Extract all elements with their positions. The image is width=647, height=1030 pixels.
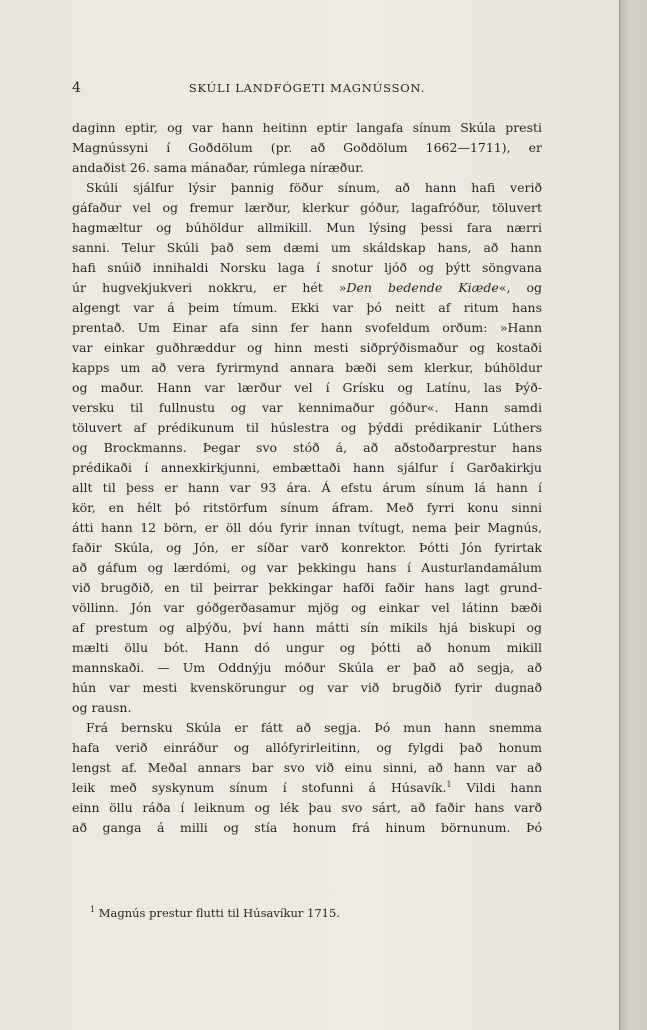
- text-line: algengt var á þeim tímum. Ekki var þó neitt af ritum hans: [72, 300, 542, 315]
- text-line-end: Vildi hann: [451, 780, 542, 795]
- text-line: hún var mesti kvenskörungur og var við brugðið fyrir dugnað: [72, 680, 542, 695]
- text-line: var einkar guðhræddur og hinn mesti siðprýðismaður og kostaði: [72, 340, 542, 355]
- text-line-start: leik með syskynum sínum í stofunni á Húsavík.: [72, 780, 447, 795]
- text-line: [72, 778, 542, 798]
- text-line: og Brockmanns. Þegar svo stóð á, að aðstoðarprestur hans: [72, 440, 542, 455]
- book-title: Den bedende Kiæde: [346, 280, 499, 295]
- footnote-reference: 1: [446, 779, 452, 789]
- text-line: prédikaði í annexkirkjunni, embættaði hann sjálfur í Garðakirkju: [72, 460, 542, 475]
- running-head: SKÚLI LANDFÓGETI MAGNÚSSON.: [188, 81, 426, 95]
- page-number: 4: [72, 80, 81, 96]
- text-line: hagmæltur og búhöldur allmikill. Mun lýsing þessi fara nærri: [72, 220, 542, 235]
- text-line: faðir Skúla, og Jón, er síðar varð konrektor. Þótti Jón fyrirtak: [72, 540, 542, 555]
- text-line: andaðist 26. sama mánaðar, rúmlega níræður.: [72, 160, 364, 175]
- text-line: sanni. Telur Skúli það sem dæmi um skáldskap hans, að hann: [72, 240, 542, 255]
- body-text: [72, 118, 542, 838]
- text-line: töluvert af prédikunum til húslestra og þýddi prédikanir Lúthers: [72, 420, 542, 435]
- text-line: og rausn.: [72, 700, 132, 715]
- page-edge: [619, 0, 647, 1030]
- text-line: við brugðið, en til þeirrar þekkingar hafði faðir hans lagt grund-: [72, 580, 542, 595]
- text-line: daginn eptir, og var hann heitinn eptir langafa sínum Skúla presti: [72, 120, 542, 135]
- text-line: hafa verið einráður og allófyrirleitinn, og fylgdi það honum: [72, 740, 542, 755]
- text-line: lengst af. Meðal annars bar svo við einu sinni, að hann var að: [72, 760, 542, 775]
- text-line: kapps um að vera fyrirmynd annara bæði sem klerkur, búhöldur: [72, 360, 542, 375]
- text-line: völlinn. Jón var góðgerðasamur mjög og einkar vel látinn bæði: [72, 600, 542, 615]
- text-line: átti hann 12 börn, er öll dóu fyrir innan tvítugt, nema þeir Magnús,: [72, 520, 542, 535]
- text-line: Skúli sjálfur lýsir þannig föður sínum, að hann hafi verið: [86, 180, 542, 195]
- text-line: úr hugvekjukveri nokkru, er hét »Den bedende Kiæde«, og: [72, 280, 542, 295]
- text-line: og maður. Hann var lærður vel í Grísku og Latínu, las Þýð-: [72, 380, 542, 395]
- text-line: gáfaður vel og fremur lærður, klerkur góður, lagafróður, töluvert: [72, 200, 542, 215]
- text-line: að ganga á milli og stía honum frá hinum börnunum. Þó: [72, 820, 542, 835]
- text-line: allt til þess er hann var 93 ára. Á efstu árum sínum lá hann í: [72, 480, 542, 495]
- text-line: mannskaði. — Um Oddnýju móður Skúla er það að segja, að: [72, 660, 542, 675]
- text-line: að gáfum og lærdómi, og var þekkingu hans í Austurlandamálum: [72, 560, 542, 575]
- text-line: kör, en hélt þó ritstörfum sínum áfram. Með fyrri konu sinni: [72, 500, 542, 515]
- text-line: hafi snúið innihaldi Norsku laga í snotur ljóð og þýtt söngvana: [72, 260, 542, 275]
- page-header: [72, 80, 542, 100]
- text-line: Magnússyni í Goðdölum (pr. að Goðdölum 1662—1711), er: [72, 140, 542, 155]
- text-line: af prestum og alþýðu, því hann mátti sín mikils hjá biskupi og: [72, 620, 542, 635]
- text-line: einn öllu ráða í leiknum og lék þau svo sárt, að faðir hans varð: [72, 800, 542, 815]
- footnote: [90, 906, 530, 920]
- text-line: prentað. Um Einar afa sinn fer hann svofeldum orðum: »Hann: [72, 320, 542, 335]
- text-line: mælti öllu bót. Hann dó ungur og þótti að honum mikill: [72, 640, 542, 655]
- footnote-text: Magnús prestur flutti til Húsavíkur 1715.: [95, 906, 340, 920]
- footnote-marker: 1: [90, 905, 96, 915]
- text-line: Frá bernsku Skúla er fátt að segja. Þó mun hann snemma: [86, 720, 542, 735]
- text-line: versku til fullnustu og var kennimaður góður«. Hann samdi: [72, 400, 542, 415]
